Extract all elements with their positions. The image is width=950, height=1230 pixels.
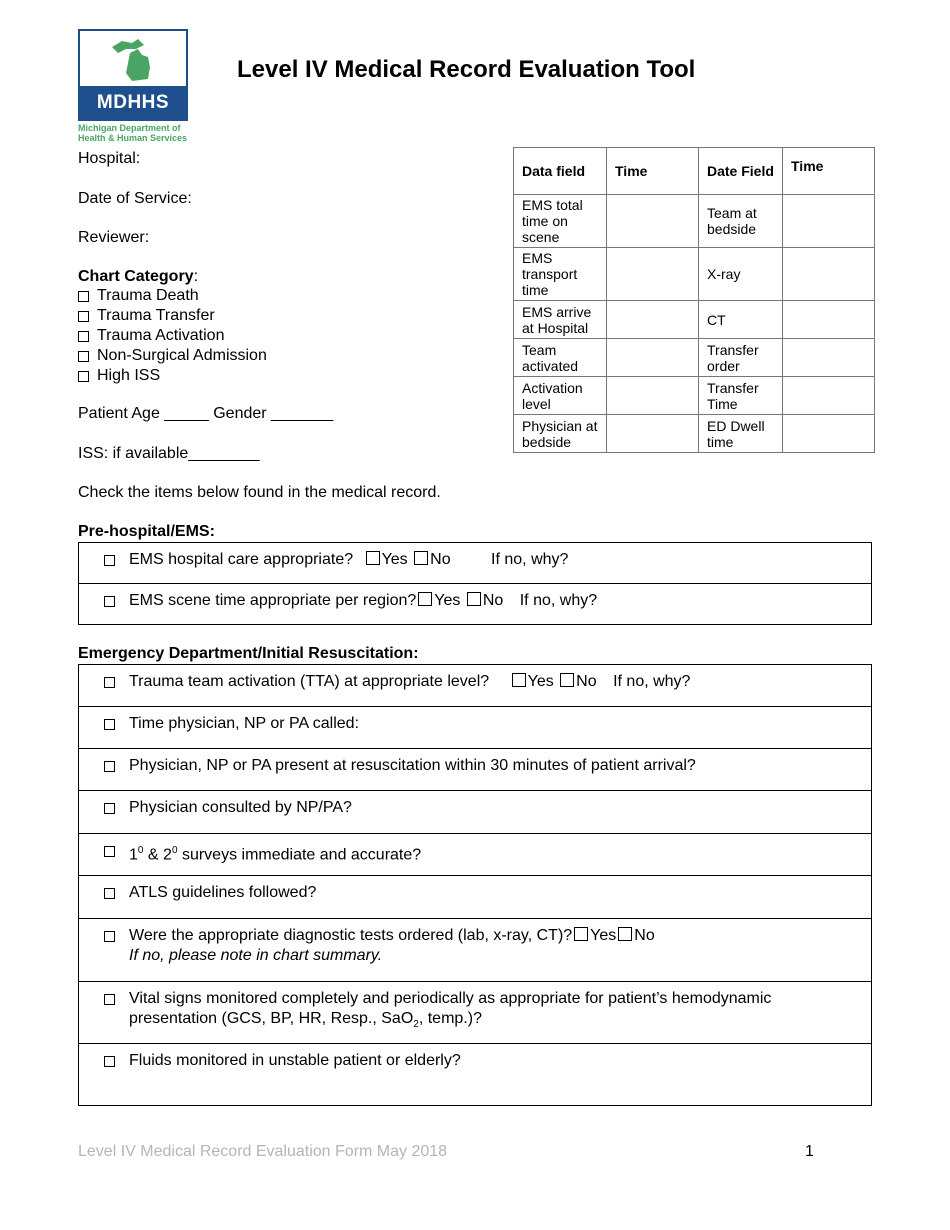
- prehospital-section: [78, 542, 872, 625]
- hospital-field[interactable]: Hospital:: [78, 150, 141, 167]
- page-number: 1: [805, 1143, 814, 1160]
- yes-label: Yes: [434, 592, 461, 609]
- no-checkbox[interactable]: [618, 927, 632, 941]
- table-input-cell[interactable]: [607, 195, 699, 248]
- question-text: Vital signs monitored completely and periodically as appropriate for patient’s hemodynamic: [129, 990, 772, 1007]
- checkbox[interactable]: [78, 291, 89, 302]
- chart-category: [78, 268, 267, 386]
- yes-label: Yes: [381, 551, 408, 568]
- table-cell: X-ray: [699, 248, 783, 301]
- page-title: Level IV Medical Record Evaluation Tool: [237, 56, 696, 83]
- ed-section-title: Emergency Department/Initial Resuscitation:: [78, 645, 419, 662]
- row-checkbox[interactable]: [104, 1056, 115, 1067]
- no-checkbox[interactable]: [467, 592, 481, 606]
- superscript: 0: [171, 845, 178, 856]
- ed-row: [79, 834, 871, 876]
- reviewer-field[interactable]: Reviewer:: [78, 229, 150, 246]
- why-label: If no, why?: [613, 673, 691, 690]
- category-high-iss[interactable]: [78, 366, 267, 386]
- question-text: Were the appropriate diagnostic tests ordered (lab, x-ray, CT)?: [129, 927, 573, 944]
- logo-subtitle: [78, 123, 188, 143]
- table-row: [514, 377, 875, 415]
- category-label: Trauma Transfer: [97, 307, 215, 324]
- no-label: No: [576, 673, 597, 690]
- table-input-cell[interactable]: [607, 377, 699, 415]
- row-checkbox[interactable]: [104, 677, 115, 688]
- table-cell: Physician at bedside: [514, 415, 607, 453]
- patient-age-gender-field[interactable]: Patient Age _____ Gender _______: [78, 405, 334, 422]
- table-row: [514, 301, 875, 339]
- category-trauma-transfer[interactable]: [78, 306, 267, 326]
- table-cell: EMS arrive at Hospital: [514, 301, 607, 339]
- prehospital-row: [79, 543, 871, 584]
- question-text: ATLS guidelines followed?: [129, 884, 317, 901]
- ed-row: [79, 919, 871, 982]
- category-label: High ISS: [97, 367, 161, 384]
- row-checkbox[interactable]: [104, 761, 115, 772]
- table-input-cell[interactable]: [783, 377, 875, 415]
- question-text: EMS scene time appropriate per region?: [129, 592, 417, 609]
- prehospital-row: [79, 584, 871, 625]
- ed-row: [79, 982, 871, 1044]
- yes-label: Yes: [527, 673, 554, 690]
- note-text: If no, please note in chart summary.: [129, 947, 383, 964]
- no-label: No: [482, 592, 504, 609]
- table-header: Time: [783, 148, 875, 195]
- table-row: [514, 248, 875, 301]
- ed-row: [79, 707, 871, 749]
- category-label: Trauma Activation: [97, 327, 225, 344]
- table-cell: ED Dwell time: [699, 415, 783, 453]
- checkbox[interactable]: [78, 371, 89, 382]
- table-cell: EMS transport time: [514, 248, 607, 301]
- yes-checkbox[interactable]: [574, 927, 588, 941]
- why-label: If no, why?: [519, 592, 598, 609]
- ed-row: [79, 665, 871, 707]
- why-label: If no, why?: [491, 551, 569, 568]
- table-cell: Team at bedside: [699, 195, 783, 248]
- date-of-service-field[interactable]: Date of Service:: [78, 190, 192, 207]
- question-text: , temp.)?: [418, 1010, 482, 1027]
- question-line: [129, 1009, 771, 1035]
- table-input-cell[interactable]: [783, 415, 875, 453]
- question-line: [129, 926, 655, 946]
- instruction-text: Check the items below found in the medical record.: [78, 484, 441, 501]
- table-input-cell[interactable]: [783, 301, 875, 339]
- table-input-cell[interactable]: [607, 415, 699, 453]
- row-checkbox[interactable]: [104, 596, 115, 607]
- chart-category-label: Chart Category: [78, 268, 194, 285]
- checkbox[interactable]: [78, 331, 89, 342]
- category-non-surgical-admission[interactable]: [78, 346, 267, 366]
- row-text: [129, 989, 771, 1035]
- ed-row: [79, 1044, 871, 1105]
- logo-subtitle-line1: Michigan Department of: [78, 123, 181, 133]
- no-checkbox[interactable]: [414, 551, 428, 565]
- table-cell: CT: [699, 301, 783, 339]
- survey-text: surveys immediate and accurate?: [177, 846, 422, 864]
- yes-checkbox[interactable]: [512, 673, 526, 687]
- chart-category-colon: :: [193, 268, 199, 285]
- ed-row: [79, 876, 871, 919]
- row-checkbox[interactable]: [104, 555, 115, 566]
- row-checkbox[interactable]: [104, 719, 115, 730]
- table-input-cell[interactable]: [783, 248, 875, 301]
- table-header: Time: [607, 148, 699, 195]
- chart-category-heading: [78, 268, 267, 286]
- row-checkbox[interactable]: [104, 994, 115, 1005]
- question-text: Trauma team activation (TTA) at appropriate level?: [129, 673, 490, 690]
- question-text: Time physician, NP or PA called:: [129, 715, 360, 732]
- row-text: [129, 926, 655, 966]
- no-checkbox[interactable]: [560, 673, 574, 687]
- footer-text: Level IV Medical Record Evaluation Form May 2018: [78, 1143, 448, 1160]
- table-input-cell[interactable]: [783, 195, 875, 248]
- table-cell: Activation level: [514, 377, 607, 415]
- row-checkbox[interactable]: [104, 803, 115, 814]
- table-row: [514, 415, 875, 453]
- table-input-cell[interactable]: [783, 339, 875, 377]
- row-text: [129, 550, 568, 570]
- table-cell: Transfer order: [699, 339, 783, 377]
- no-label: No: [634, 927, 655, 944]
- table-row: [514, 339, 875, 377]
- yes-checkbox[interactable]: [366, 551, 380, 565]
- time-data-table: [513, 147, 875, 453]
- ed-row: [79, 791, 871, 834]
- question-text: Physician, NP or PA present at resuscitation within 30 minutes of patient arrival?: [129, 757, 696, 774]
- no-label: No: [430, 551, 451, 568]
- subscript: 2: [413, 1019, 419, 1031]
- question-text: [129, 841, 421, 865]
- row-checkbox[interactable]: [104, 931, 115, 942]
- category-label: Non-Surgical Admission: [97, 347, 267, 364]
- checkbox[interactable]: [78, 311, 89, 322]
- question-text: EMS hospital care appropriate?: [129, 551, 354, 568]
- row-text: [129, 672, 690, 692]
- yes-label: Yes: [590, 927, 617, 944]
- iss-field[interactable]: ISS: if available________: [78, 445, 260, 462]
- superscript: 0: [137, 845, 144, 856]
- logo-box: [78, 29, 188, 121]
- table-header-row: [514, 148, 875, 195]
- survey-primary: 1: [129, 846, 138, 864]
- table-cell: Team activated: [514, 339, 607, 377]
- question-text: Fluids monitored in unstable patient or elderly?: [129, 1052, 461, 1069]
- prehospital-section-title: Pre-hospital/EMS:: [78, 523, 215, 540]
- table-row: [514, 195, 875, 248]
- table-header: Date Field: [699, 148, 783, 195]
- table-cell: Transfer Time: [699, 377, 783, 415]
- ed-section: [78, 664, 872, 1106]
- michigan-map-icon: [108, 35, 158, 85]
- category-trauma-activation[interactable]: [78, 326, 267, 346]
- checkbox[interactable]: [78, 351, 89, 362]
- logo-wordmark: MDHHS: [80, 86, 186, 119]
- survey-secondary: & 2: [143, 846, 172, 864]
- question-text: presentation (GCS, BP, HR, Resp., SaO: [129, 1010, 414, 1027]
- table-cell: EMS total time on scene: [514, 195, 607, 248]
- category-trauma-death[interactable]: [78, 286, 267, 306]
- ed-row: [79, 749, 871, 791]
- yes-checkbox[interactable]: [418, 592, 432, 606]
- row-checkbox[interactable]: [104, 888, 115, 899]
- mdhhs-logo: [78, 29, 188, 143]
- table-input-cell[interactable]: [607, 339, 699, 377]
- table-input-cell[interactable]: [607, 301, 699, 339]
- row-text: [129, 591, 597, 611]
- question-text: Physician consulted by NP/PA?: [129, 799, 352, 816]
- logo-subtitle-line2: Health & Human Services: [78, 133, 188, 143]
- category-label: Trauma Death: [97, 287, 199, 304]
- table-header: Data field: [514, 148, 607, 195]
- row-checkbox[interactable]: [104, 846, 115, 857]
- table-input-cell[interactable]: [607, 248, 699, 301]
